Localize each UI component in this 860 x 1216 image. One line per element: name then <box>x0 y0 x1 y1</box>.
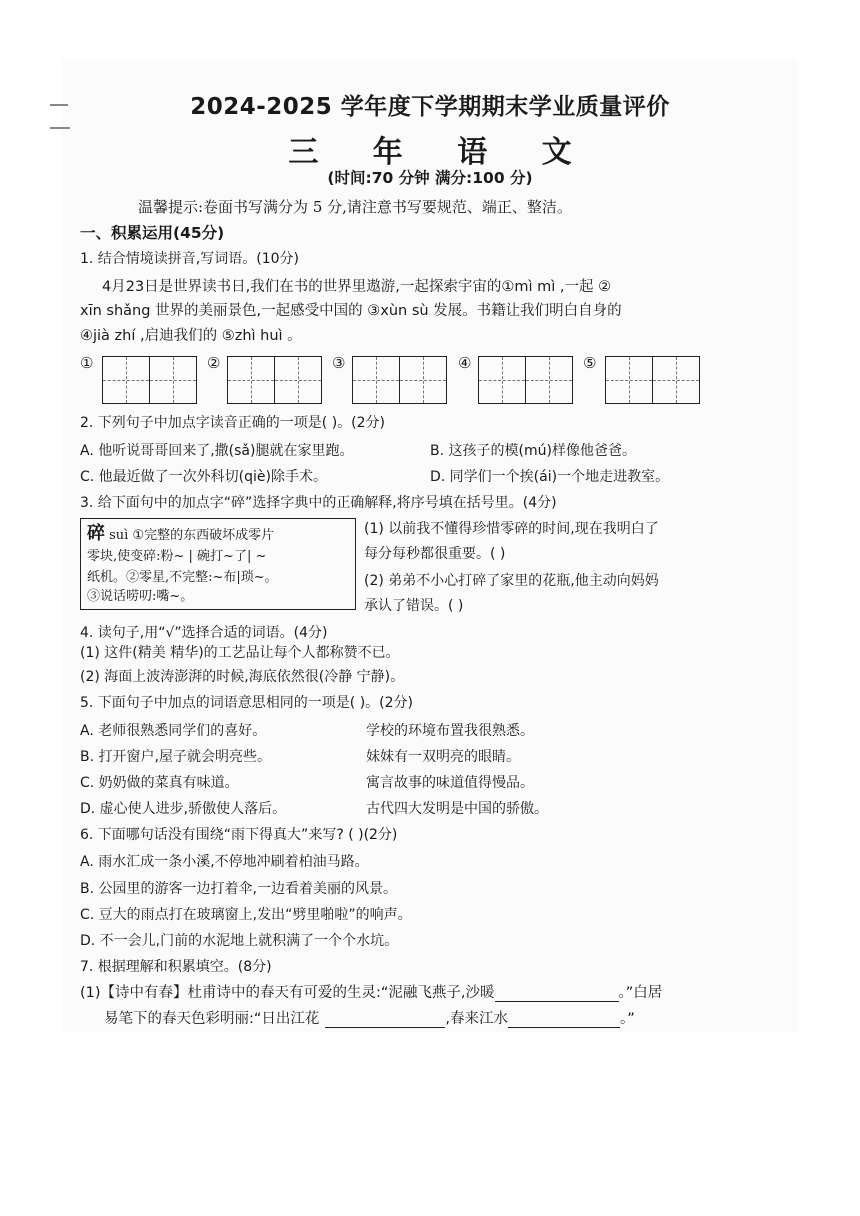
time-info: (时间:70 分钟 满分:100 分) <box>327 169 533 187</box>
dictionary-line: ③说话唠叨:嘴~。 <box>87 589 194 604</box>
q3-sentence2-line1: (2) 弟弟不小心打碎了家里的花瓶,他主动向妈妈 <box>364 573 659 589</box>
writing-box[interactable] <box>149 356 197 404</box>
q1-passage-line3: ④jià zhí ,启迪我们的 ⑤zhì huì 。 <box>80 328 302 344</box>
q5-option-c-right: 寓言故事的味道值得慢品。 <box>366 775 534 791</box>
q6-prompt: 6. 下面哪句话没有围绕“雨下得真大”来写? ( )(2分) <box>80 827 398 843</box>
q1-prompt: 1. 结合情境读拼音,写词语。(10分) <box>80 251 299 267</box>
q6-option-b: B. 公园里的游客一边打着伞,一边看着美丽的风景。 <box>80 881 397 897</box>
q2-option-c: C. 他最近做了一次外科切(qiè)除手术。 <box>80 469 327 485</box>
fill-blank[interactable] <box>495 987 619 1002</box>
q7-line1-text: (1)【诗中有春】杜甫诗中的春天有可爱的生灵:“泥融飞燕子,沙暖 <box>80 985 495 1001</box>
q2-option-b: B. 这孩子的模(mú)样像他爸爸。 <box>430 443 636 459</box>
dictionary-line: 零块,使变碎:粉~ | 碗打~了| ~ <box>87 549 267 564</box>
q6-option-c: C. 豆大的雨点打在玻璃窗上,发出“劈里啪啦”的响声。 <box>80 907 412 923</box>
q4-prompt: 4. 读句子,用“√”选择合适的词语。(4分) <box>80 625 328 641</box>
q7-prompt: 7. 根据理解和积累填空。(8分) <box>80 959 272 975</box>
q6-option-d: D. 不一会儿,门前的水泥地上就积满了一个个水坑。 <box>80 933 399 949</box>
q1-passage-line2: xīn shǎng 世界的美丽景色,一起感受中国的 ③xùn sù 发展。书籍让我们明白自身的 <box>80 303 622 319</box>
q1-passage-line1: 4月23日是世界读书日,我们在书的世界里遨游,一起探索宇宙的①mì mì ,一起 ② <box>102 279 612 295</box>
q7-line1-text: 。”白居 <box>618 985 663 1001</box>
q5-option-d-right: 古代四大发明是中国的骄傲。 <box>366 801 548 817</box>
writing-box[interactable] <box>227 356 275 404</box>
q7-line2-text: 。” <box>620 1011 635 1027</box>
writing-box[interactable] <box>274 356 322 404</box>
dictionary-char: 碎 <box>87 523 105 544</box>
q5-option-c-left: C. 奶奶做的菜真有味道。 <box>80 775 239 791</box>
q2-option-a: A. 他听说哥哥回来了,撒(sǎ)腿就在家里跑。 <box>80 443 354 459</box>
q3-prompt: 3. 给下面句中的加点字“碎”选择字典中的正确解释,将序号填在括号里。(4分) <box>80 495 557 511</box>
writing-tip: 温馨提示:卷面书写满分为 5 分,请注意书写要规范、端正、整洁。 <box>138 198 572 216</box>
writing-box[interactable] <box>525 356 573 404</box>
exam-title: 2024-2025 学年度下学期期末学业质量评价 <box>190 94 670 120</box>
answer-box-row <box>80 352 720 412</box>
writing-box[interactable] <box>478 356 526 404</box>
q5-option-d-left: D. 虚心使人进步,骄傲使人落后。 <box>80 801 287 817</box>
writing-box[interactable] <box>352 356 400 404</box>
answer-label: ④ <box>458 354 472 372</box>
answer-label: ⑤ <box>583 354 597 372</box>
q5-prompt: 5. 下面句子中加点的词语意思相同的一项是( )。(2分) <box>80 695 414 711</box>
dictionary-line: suì ①完整的东西破坏成零片 <box>105 528 275 543</box>
fill-blank[interactable] <box>508 1013 620 1028</box>
subject-title: 三 年 语 文 <box>288 135 594 170</box>
q3-sentence1-line1: (1) 以前我不懂得珍惜零碎的时间,现在我明白了 <box>364 521 659 537</box>
q4-sentence1: (1) 这件(精美 精华)的工艺品让每个人都称赞不已。 <box>80 645 400 661</box>
answer-label: ③ <box>332 354 346 372</box>
dictionary-line: 纸机。②零星,不完整:~布|琐~。 <box>87 570 278 585</box>
writing-box[interactable] <box>399 356 447 404</box>
q3-sentence2-line2: 承认了错误。( ) <box>364 598 464 614</box>
q7-line2-text: ,春来江水 <box>445 1011 509 1027</box>
q5-option-a-right: 学校的环境布置我很熟悉。 <box>366 723 534 739</box>
answer-label: ① <box>80 354 94 372</box>
q5-option-b-left: B. 打开窗户,屋子就会明亮些。 <box>80 749 271 765</box>
q7-line1 <box>80 984 662 1002</box>
q7-line2 <box>104 1010 635 1028</box>
q7-line2-text: 易笔下的春天色彩明丽:“日出江花 <box>104 1011 320 1027</box>
q4-sentence2: (2) 海面上波涛澎湃的时候,海底依然很(冷静 宁静)。 <box>80 669 405 685</box>
q3-sentence1-line2: 每分每秒都很重要。( ) <box>364 546 506 562</box>
section-heading: 一、积累运用(45分) <box>80 224 225 242</box>
dictionary-entry <box>80 518 356 610</box>
q5-option-a-left: A. 老师很熟悉同学们的喜好。 <box>80 723 267 739</box>
q6-option-a: A. 雨水汇成一条小溪,不停地冲刷着柏油马路。 <box>80 854 369 870</box>
fill-blank[interactable] <box>325 1013 445 1028</box>
q5-option-b-right: 妹妹有一双明亮的眼睛。 <box>366 749 520 765</box>
q2-prompt: 2. 下列句子中加点字读音正确的一项是( )。(2分) <box>80 415 386 431</box>
answer-label: ② <box>207 354 221 372</box>
writing-box[interactable] <box>102 356 150 404</box>
writing-box[interactable] <box>652 356 700 404</box>
q2-option-d: D. 同学们一个挨(ái)一个地走进教室。 <box>430 469 670 485</box>
writing-box[interactable] <box>605 356 653 404</box>
